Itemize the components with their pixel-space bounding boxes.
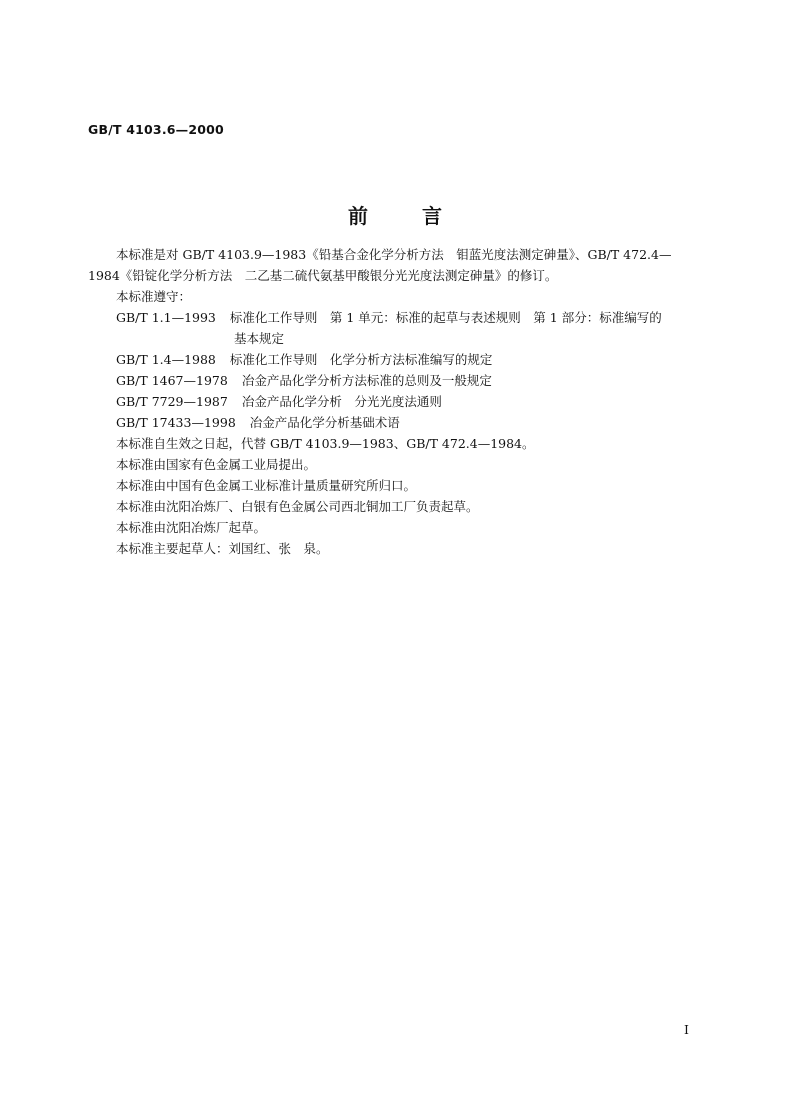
standard-item-code: GB/T 17433—1998: [116, 415, 236, 430]
standard-item-code: GB/T 1.1—1993: [116, 310, 216, 325]
standard-item: [88, 412, 706, 433]
paragraph-drafter: 本标准由沈阳冶炼厂起草。: [116, 520, 267, 535]
page-title-part2: 言: [422, 204, 444, 228]
standard-item-code: GB/T 7729—1987: [116, 394, 228, 409]
paragraph-responsible-unit: 本标准由中国有色金属工业标准计量质量研究所归口。: [116, 478, 417, 493]
page-title-part1: 前: [348, 204, 370, 228]
standard-item-code: GB/T 1.4—1988: [116, 352, 216, 367]
paragraph-main-drafters: 本标准主要起草人：刘国红、张 泉。: [116, 541, 329, 556]
page-number: I: [684, 1022, 689, 1037]
intro-line-1: 本标准是对 GB/T 4103.9—1983《铅基合金化学分析方法 钼蓝光度法测定砷量》、GB/T 472.4—: [116, 247, 672, 262]
standard-item-title: 冶金产品化学分析 分光光度法通则: [241, 394, 442, 409]
standard-item: [88, 370, 706, 391]
standard-item-code: GB/T 1467—1978: [116, 373, 228, 388]
compliance-intro: 本标准遵守：: [116, 289, 192, 304]
standard-item: [88, 349, 706, 370]
standard-item-title-continued: 基本规定: [234, 331, 285, 346]
standard-item: [88, 307, 706, 328]
intro-line-2: 1984《铅锭化学分析方法 二乙基二硫代氨基甲酸银分光光度法测定砷量》的修订。: [88, 268, 558, 283]
standard-item-title: 冶金产品化学分析方法标准的总则及一般规定: [241, 373, 492, 388]
page-title: [0, 200, 792, 229]
paragraph-proposer: 本标准由国家有色金属工业局提出。: [116, 457, 317, 472]
standard-item: [88, 391, 706, 412]
foreword-body: [88, 244, 706, 559]
standard-item-title: 标准化工作导则 第 1 单元：标准的起草与表述规则 第 1 部分：标准编写的: [229, 310, 662, 325]
standard-item-title: 冶金产品化学分析基础术语: [249, 415, 400, 430]
paragraph-drafting-units: 本标准由沈阳冶炼厂、白银有色金属公司西北铜加工厂负责起草。: [116, 499, 479, 514]
standard-code-header: GB/T 4103.6—2000: [88, 122, 224, 137]
standard-item-title: 标准化工作导则 化学分析方法标准编写的规定: [229, 352, 493, 367]
paragraph-replacement: 本标准自生效之日起，代替 GB/T 4103.9—1983、GB/T 472.4—1984。: [116, 436, 535, 451]
